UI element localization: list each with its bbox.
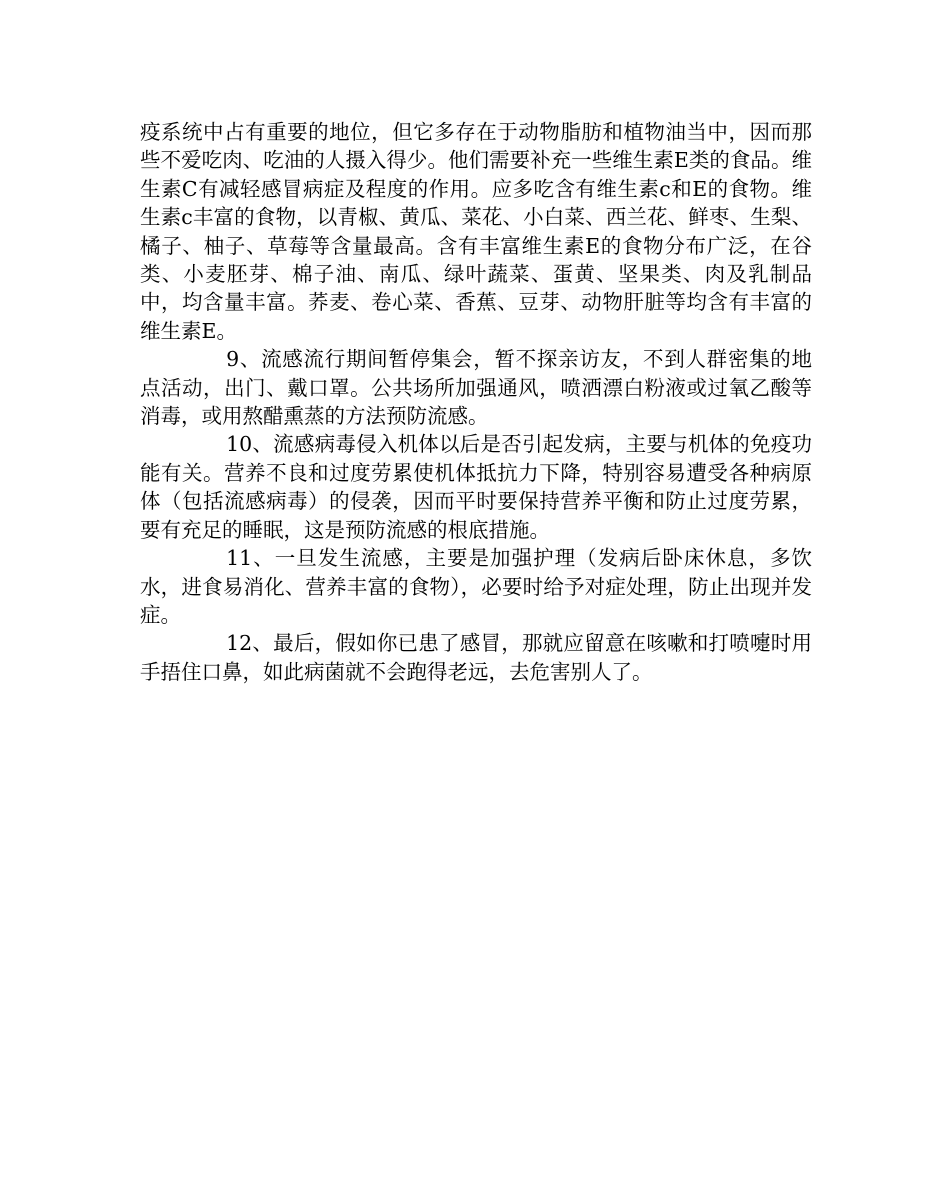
paragraph-item-11: 11、一旦发生流感，主要是加强护理（发病后卧床休息，多饮水，进食易消化、营养丰富的食物），必要时给予对症处理，防止出现并发症。 xyxy=(140,546,812,627)
paragraph-item-10: 10、流感病毒侵入机体以后是否引起发病，主要与机体的免疫功能有关。营养不良和过度劳累使机体抵抗力下降，特别容易遭受各种病原体（包括流感病毒）的侵袭，因而平时要保持营养平衡和防止过度劳累，要有充足的睡眠，这是预防流感的根底措施。 xyxy=(140,432,812,542)
paragraph-item-9: 9、流感流行期间暂停集会，暂不探亲访友，不到人群密集的地点活动，出门、戴口罩。公共场所加强通风，喷洒漂白粉液或过氧乙酸等消毒，或用熬醋熏蒸的方法预防流感。 xyxy=(140,347,812,429)
paragraph-item-12: 12、最后，假如你已患了感冒，那就应留意在咳嗽和打喷嚏时用手捂住口鼻，如此病菌就不会跑得老远，去危害别人了。 xyxy=(140,631,812,684)
paragraph-vitamin-continuation: 疫系统中占有重要的地位，但它多存在于动物脂肪和植物油当中，因而那些不爱吃肉、吃油的人摄入得少。他们需要补充一些维生素E类的食品。维生素C有减轻感冒病症及程度的作用。应多吃含有维生素c和E的食物。维生素c丰富的食物，以青椒、黄瓜、菜花、小白菜、西兰花、鲜枣、生梨、橘子、柚子、草莓等含量最高。含有丰富维生素E的食物分布广泛，在谷类、小麦胚芽、棉子油、南瓜、绿叶蔬菜、蛋黄、坚果类、肉及乳制品中，均含量丰富。荞麦、卷心菜、香蕉、豆芽、动物肝脏等均含有丰富的维生素E。 xyxy=(140,120,812,343)
document-page xyxy=(140,118,812,686)
